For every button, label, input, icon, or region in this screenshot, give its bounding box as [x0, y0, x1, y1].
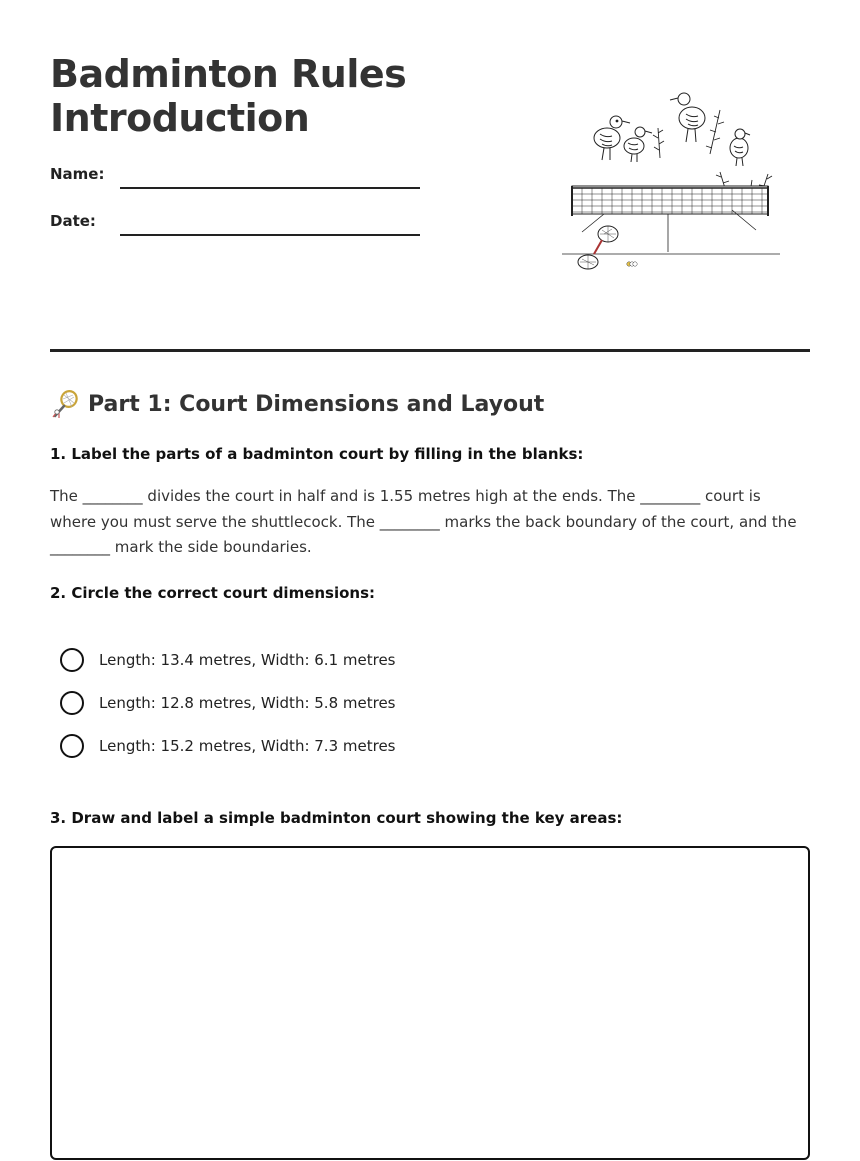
- header-divider: [50, 349, 810, 352]
- badminton-birds-illustration: [560, 88, 782, 274]
- badminton-racket-icon: [50, 389, 80, 419]
- title-line-1: Badminton Rules: [50, 52, 407, 96]
- radio-circle[interactable]: [60, 691, 84, 715]
- question-1-prompt: 1. Label the parts of a badminton court by filling in the blanks:: [50, 445, 584, 463]
- radio-circle[interactable]: [60, 734, 84, 758]
- question-3-prompt: 3. Draw and label a simple badminton court showing the key areas:: [50, 809, 623, 827]
- date-label: Date:: [50, 212, 96, 230]
- title-line-2: Introduction: [50, 96, 310, 140]
- question-1-fill-in-text: The ________ divides the court in half and is 1.55 metres high at the ends. The ________ court is where you must serve the shuttlecock. The ________ marks the back boundary of the court, and the ________ mark the side boundaries.: [50, 487, 797, 556]
- name-field[interactable]: [120, 187, 420, 189]
- part1-heading: [50, 388, 544, 420]
- option-label: Length: 15.2 metres, Width: 7.3 metres: [99, 737, 396, 755]
- name-label: Name:: [50, 165, 105, 183]
- badminton-net: [572, 186, 768, 216]
- option-1[interactable]: [60, 647, 396, 673]
- court-lines: [562, 210, 780, 254]
- question-2-prompt: 2. Circle the correct court dimensions:: [50, 584, 376, 602]
- option-2[interactable]: [60, 690, 396, 716]
- worksheet-title: [50, 52, 406, 140]
- option-label: Length: 12.8 metres, Width: 5.8 metres: [99, 694, 396, 712]
- date-field[interactable]: [120, 234, 420, 236]
- option-3[interactable]: [60, 733, 396, 759]
- radio-circle[interactable]: [60, 648, 84, 672]
- bird-2: [624, 127, 652, 162]
- part1-heading-text: Part 1: Court Dimensions and Layout: [88, 391, 545, 417]
- drawing-area[interactable]: [50, 846, 810, 1160]
- option-label: Length: 13.4 metres, Width: 6.1 metres: [99, 651, 396, 669]
- shuttlecocks: [627, 262, 637, 266]
- bird-4: [730, 129, 750, 166]
- bird-1: [594, 116, 630, 160]
- bird-3: [670, 93, 705, 142]
- rackets: [578, 226, 618, 269]
